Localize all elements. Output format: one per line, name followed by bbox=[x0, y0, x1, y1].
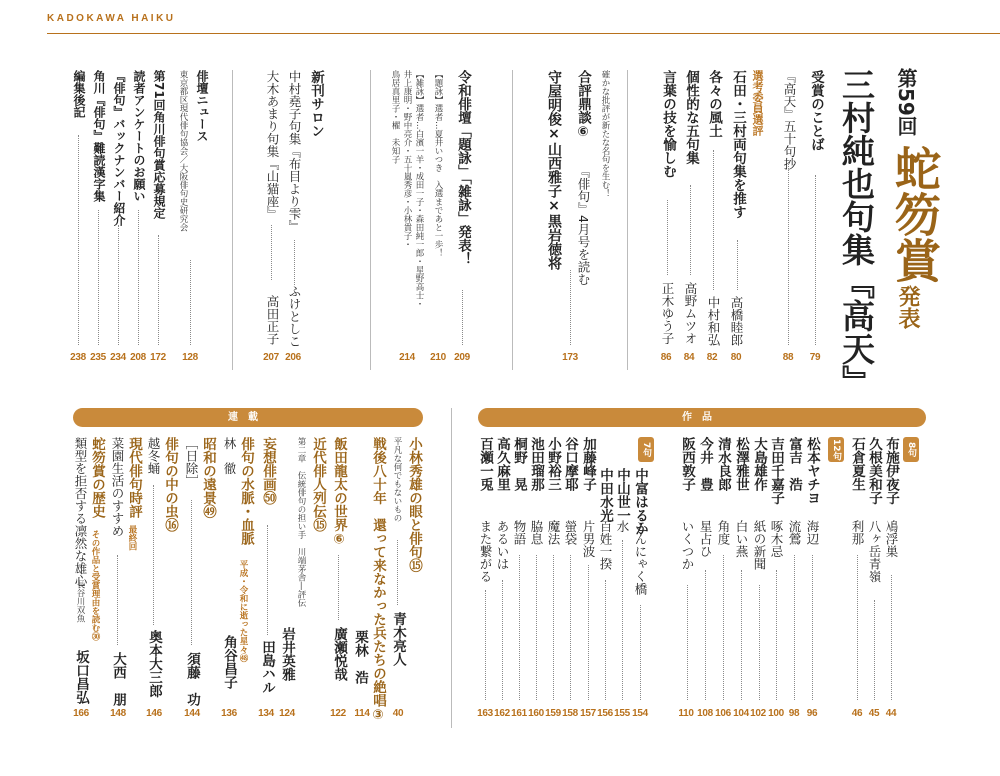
leader-dots bbox=[723, 555, 724, 700]
brand-logo: KADOKAWA HAIKU bbox=[47, 13, 176, 24]
sakuhin-title[interactable]: 紙の新聞 bbox=[752, 520, 767, 570]
item-acceptance[interactable]: 受賞のことば bbox=[808, 70, 824, 151]
leader-dots bbox=[857, 555, 858, 700]
column-divider bbox=[627, 70, 628, 370]
group-8-badge: 8句 bbox=[903, 437, 919, 462]
sakuhin-title[interactable]: 脇息 bbox=[529, 520, 544, 545]
rensai-author: 岩井英雅 bbox=[279, 627, 295, 681]
review-4-author: 正木ゆう子 bbox=[660, 282, 675, 345]
sakuhin-title[interactable]: 百姓一揆 bbox=[598, 520, 613, 570]
rensai-author: 田島ハル bbox=[259, 640, 275, 694]
rensai-title[interactable]: 飯田龍太の世界⑥ bbox=[331, 437, 347, 548]
page-number: 238 bbox=[70, 352, 86, 363]
rensai-note: 最終回 bbox=[127, 525, 137, 551]
gappyo-names: 守屋明俊×山西雅子×黒岩徳将 bbox=[546, 70, 562, 270]
rensai-title[interactable]: 現代俳句時評 bbox=[126, 437, 142, 518]
page-number: 172 bbox=[150, 352, 166, 363]
page-number: 136 bbox=[221, 708, 237, 719]
salon-author-1: ふけとしこ bbox=[287, 285, 302, 348]
sakuhin-author: 松澤雅世 bbox=[733, 437, 749, 491]
leader-dots bbox=[570, 555, 571, 700]
sakuhin-title[interactable]: 海辺 bbox=[805, 520, 820, 545]
sakuhin-title[interactable]: 螢袋 bbox=[563, 520, 578, 545]
page-number: 206 bbox=[285, 352, 301, 363]
salon-book-2[interactable]: 大木あまり句集『山猫座』 bbox=[265, 70, 280, 220]
leader-dots bbox=[485, 590, 486, 700]
sakuhin-author: 小野裕三 bbox=[545, 437, 561, 491]
rensai-author: 奥本大三郎 bbox=[146, 630, 162, 698]
sakuhin-title[interactable]: 片男波 bbox=[581, 520, 596, 558]
page-header bbox=[0, 0, 1000, 34]
rensai-author: 須藤 功 bbox=[184, 652, 200, 706]
leader-dots bbox=[640, 605, 641, 700]
page-number: 45 bbox=[868, 708, 880, 719]
page-number: 154 bbox=[632, 708, 648, 719]
page-number: 210 bbox=[430, 352, 446, 363]
rensai-title[interactable]: 蛇笏賞の歴史 bbox=[89, 437, 105, 518]
sakuhin-author: 中田水光 bbox=[597, 468, 613, 522]
sakuhin-title[interactable]: 星占ひ bbox=[698, 520, 713, 558]
header-rule bbox=[47, 33, 1000, 34]
review-4-title[interactable]: 言葉の技を愉しむ bbox=[660, 70, 676, 178]
sakuhin-title[interactable]: 流鶯 bbox=[787, 520, 802, 545]
award-title: 蛇笏賞 bbox=[888, 145, 942, 283]
sakuhin-author: 池田瑠那 bbox=[528, 437, 544, 491]
leader-dots bbox=[117, 555, 118, 645]
leader-dots bbox=[759, 585, 760, 700]
reiwa-daiei: 【題詠】選者…夏井いつき 入選まであと一歩！ bbox=[433, 70, 443, 257]
sakuhin-author: 中富はるか bbox=[632, 468, 648, 536]
page-number: 157 bbox=[580, 708, 596, 719]
leader-dots bbox=[622, 540, 623, 700]
sakuhin-author: 阪西敦子 bbox=[679, 437, 695, 491]
page-number: 46 bbox=[851, 708, 863, 719]
leader-dots bbox=[138, 210, 139, 345]
gappyo-title[interactable]: 合評鼎談⑥ bbox=[575, 70, 591, 140]
leader-dots bbox=[570, 270, 571, 345]
leader-dots bbox=[271, 225, 272, 280]
leader-dots bbox=[741, 570, 742, 700]
page-number: 155 bbox=[614, 708, 630, 719]
committee-heading: 選考委員選評 bbox=[751, 70, 764, 136]
reiwa-zatsuei-2: 井上康明・野中亮介・五十嵐秀彦・小林貴子・ bbox=[402, 70, 412, 249]
leader-dots bbox=[462, 290, 463, 345]
rensai-sub: 越冬蛹 bbox=[146, 437, 161, 475]
page-number: 102 bbox=[750, 708, 766, 719]
gappyo-sub: 『俳句』4月号を読む bbox=[576, 165, 591, 286]
page-number: 173 bbox=[562, 352, 578, 363]
leader-dots bbox=[815, 175, 816, 345]
rensai-sub: 林 徹 bbox=[222, 437, 237, 475]
column-divider bbox=[232, 70, 233, 370]
rensai-sub: 第二章 伝統俳句の担い手 川端茅舎―評伝 bbox=[296, 437, 306, 607]
rensai-sub: 菜園生活のすすめ bbox=[110, 437, 125, 537]
leader-dots bbox=[687, 585, 688, 700]
salon-heading: 新刊サロン bbox=[308, 70, 324, 138]
sakuhin-author: 石倉夏生 bbox=[849, 437, 865, 491]
page-number: 214 bbox=[399, 352, 415, 363]
leader-dots bbox=[667, 200, 668, 275]
leader-dots bbox=[294, 240, 295, 285]
page-number: 163 bbox=[477, 708, 493, 719]
page-number: 124 bbox=[279, 708, 295, 719]
rensai-banner: 連載 bbox=[73, 408, 423, 427]
sakuhin-author: 加藤峰子 bbox=[580, 437, 596, 491]
sakuhin-author: 谷口摩耶 bbox=[562, 437, 578, 491]
review-1-title[interactable]: 石田・三村両句集を推す bbox=[730, 70, 746, 219]
review-3-author: 高野ムツオ bbox=[683, 282, 698, 345]
leader-dots bbox=[788, 160, 789, 345]
kaisuu-label: 第59回 bbox=[894, 68, 918, 136]
leader-dots bbox=[713, 150, 714, 290]
page-number: 106 bbox=[715, 708, 731, 719]
page-number: 80 bbox=[730, 352, 742, 363]
reiwa-zatsuei-1: 【雑詠】選者…白濱一羊・成田一子・森田純一郎・星野高士・ bbox=[414, 70, 424, 308]
page-number: 108 bbox=[697, 708, 713, 719]
sakuhin-author: 百瀬一兎 bbox=[477, 437, 493, 491]
page-number: 208 bbox=[130, 352, 146, 363]
sakuhin-title[interactable]: 啄木忌 bbox=[769, 520, 784, 558]
page-number: 82 bbox=[706, 352, 718, 363]
rensai-author: 栗林 浩 bbox=[352, 630, 368, 684]
leader-dots bbox=[118, 225, 119, 345]
leader-dots bbox=[812, 555, 813, 700]
page-number: 166 bbox=[73, 708, 89, 719]
leader-dots bbox=[158, 235, 159, 345]
sakuhin-author: 大島雄作 bbox=[751, 437, 767, 491]
column-divider bbox=[370, 70, 371, 370]
leader-dots bbox=[338, 555, 339, 620]
leader-dots bbox=[78, 135, 79, 345]
rensai-author: 坂口昌弘 bbox=[73, 650, 89, 704]
rensai-note: その作品と受賞理由を読む㉚ bbox=[90, 530, 100, 641]
page-number: 207 bbox=[263, 352, 279, 363]
page-number: 234 bbox=[110, 352, 126, 363]
page-number: 122 bbox=[330, 708, 346, 719]
sakuhin-author: 吉田千嘉子 bbox=[768, 437, 784, 505]
sakuhin-author: 今井 豊 bbox=[697, 437, 713, 491]
page-number: 209 bbox=[454, 352, 470, 363]
leader-dots bbox=[267, 525, 268, 635]
salon-book-1[interactable]: 中村堯子句集『布目より雫』 bbox=[287, 70, 302, 233]
sakuhin-author: 久根美和子 bbox=[866, 437, 882, 505]
sakuhin-title[interactable]: 鳰浮巣 bbox=[884, 520, 899, 558]
item-selection[interactable]: 『高天』五十句抄 bbox=[782, 70, 797, 170]
leader-dots bbox=[536, 555, 537, 700]
sakuhin-author: 清水良郎 bbox=[715, 437, 731, 491]
rensai-author: 大西 朋 bbox=[110, 652, 126, 706]
rensai-title[interactable]: 近代俳人列伝⑮ bbox=[310, 437, 326, 532]
rensai-title[interactable]: 妄想俳画㊿ bbox=[260, 437, 276, 505]
leader-dots bbox=[705, 570, 706, 700]
sakuhin-title[interactable]: また繋がる bbox=[478, 520, 493, 583]
leader-dots bbox=[776, 570, 777, 700]
leader-dots bbox=[397, 540, 398, 605]
leader-dots bbox=[794, 555, 795, 700]
reiwa-title[interactable]: 令和俳壇「題詠」「雑詠」発表！ bbox=[455, 70, 471, 266]
leader-dots bbox=[737, 240, 738, 290]
sakuhin-title[interactable]: 利那 bbox=[850, 520, 865, 545]
sakuhin-title[interactable]: こんにゃく橋 bbox=[633, 520, 648, 595]
sakuhin-banner: 作品 bbox=[478, 408, 926, 427]
leader-dots bbox=[874, 600, 875, 700]
page-number: 44 bbox=[885, 708, 897, 719]
misc-afterword[interactable]: 編集後記 bbox=[72, 70, 86, 118]
group-7-badge: 7句 bbox=[638, 437, 654, 462]
column-divider bbox=[451, 408, 452, 728]
leader-dots bbox=[502, 580, 503, 700]
rensai-sub: 平凡な何でもないもの bbox=[392, 437, 402, 522]
leader-dots bbox=[605, 580, 606, 700]
misc-survey[interactable]: 読者アンケートのお願い bbox=[132, 70, 146, 202]
page-number: 128 bbox=[182, 352, 198, 363]
misc-rules[interactable]: 第71回角川俳句賞応募規定 bbox=[152, 70, 166, 219]
rensai-author: 角谷昌子 bbox=[221, 635, 237, 689]
group-12-badge: 12句 bbox=[828, 437, 844, 462]
page-number: 134 bbox=[258, 708, 274, 719]
page-number: 114 bbox=[354, 708, 370, 719]
misc-backnumber[interactable]: 『俳句』バックナンバー紹介 bbox=[112, 70, 126, 226]
rensai-title[interactable]: 戦後八十年 還って来なかった兵たちの絶唱③ bbox=[370, 437, 386, 723]
rensai-title[interactable]: 昭和の遠景㊾ bbox=[200, 437, 216, 518]
sakuhin-author: 中山世一 bbox=[614, 468, 630, 522]
misc-news-sub: 東京都区現代俳句協会／大阪俳句史研究会 bbox=[178, 70, 188, 232]
gappyo-lead: 確かな批評が新たな名句を生む！ bbox=[600, 70, 610, 198]
page-number: 86 bbox=[660, 352, 672, 363]
page-number: 110 bbox=[678, 708, 694, 719]
page-number: 148 bbox=[110, 708, 126, 719]
page-number: 162 bbox=[494, 708, 510, 719]
page-number: 158 bbox=[562, 708, 578, 719]
leader-dots bbox=[690, 185, 691, 275]
announce-label: 発表 bbox=[895, 285, 920, 329]
review-1-author: 高橋睦郎 bbox=[729, 296, 744, 346]
leader-dots bbox=[891, 575, 892, 700]
page-number: 235 bbox=[90, 352, 106, 363]
book-title[interactable]: 三村純也句集『高天』 bbox=[837, 68, 876, 398]
page-number: 40 bbox=[392, 708, 404, 719]
sakuhin-author: 布施伊夜子 bbox=[883, 437, 899, 505]
salon-author-2: 高田正子 bbox=[265, 295, 280, 345]
page-number: 84 bbox=[683, 352, 695, 363]
rensai-author: 青木亮人 bbox=[390, 612, 406, 666]
sakuhin-title[interactable]: 白い燕 bbox=[734, 520, 749, 558]
sakuhin-author: 松本ヤチヨ bbox=[804, 437, 820, 505]
sakuhin-title[interactable]: 物語 bbox=[512, 520, 527, 545]
page-number: 98 bbox=[788, 708, 800, 719]
leader-dots bbox=[553, 555, 554, 700]
sakuhin-title[interactable]: 魔法 bbox=[546, 520, 561, 545]
page-number: 144 bbox=[184, 708, 200, 719]
misc-news[interactable]: 俳壇ニュース bbox=[195, 70, 209, 142]
sakuhin-title[interactable]: 水 bbox=[615, 520, 630, 533]
page-number: 88 bbox=[782, 352, 794, 363]
reiwa-zatsuei-3: 鳥居真里子・櫂 未知子 bbox=[390, 70, 400, 164]
page-number: 160 bbox=[528, 708, 544, 719]
leader-dots bbox=[153, 485, 154, 625]
page-number: 161 bbox=[511, 708, 527, 719]
sakuhin-title[interactable]: いくつか bbox=[680, 520, 695, 570]
page-number: 96 bbox=[806, 708, 818, 719]
rensai-author: 廣瀬悦哉 bbox=[331, 627, 347, 681]
page-number: 104 bbox=[733, 708, 749, 719]
page-number: 159 bbox=[545, 708, 561, 719]
sakuhin-author: 桐野 晃 bbox=[511, 437, 527, 491]
review-3-title[interactable]: 個性的な五句集 bbox=[683, 70, 699, 165]
review-2-title[interactable]: 各々の風土 bbox=[706, 70, 722, 138]
sakuhin-author: 高久麻里 bbox=[494, 437, 510, 491]
rensai-title[interactable]: 俳句の水脈・血脈 bbox=[238, 437, 254, 545]
page-number: 79 bbox=[809, 352, 821, 363]
rensai-sub2: 長谷川双魚 bbox=[75, 580, 85, 623]
rensai-title[interactable]: 俳句の中の虫⑯ bbox=[162, 437, 178, 532]
rensai-sub: 類型を拒否する凛然な雄心 bbox=[73, 437, 88, 587]
column-divider bbox=[512, 70, 513, 370]
leader-dots bbox=[190, 260, 191, 345]
page-number: 146 bbox=[146, 708, 162, 719]
rensai-sub: ［日除］ bbox=[184, 437, 199, 487]
leader-dots bbox=[588, 565, 589, 700]
sakuhin-title[interactable]: 角度 bbox=[716, 520, 731, 545]
leader-dots bbox=[519, 555, 520, 700]
sakuhin-title[interactable]: あるいは bbox=[495, 520, 510, 570]
review-2-author: 中村和弘 bbox=[706, 296, 721, 346]
page-number: 156 bbox=[597, 708, 613, 719]
misc-kanji[interactable]: 角川『俳句』難読漢字集 bbox=[92, 70, 106, 202]
leader-dots bbox=[191, 500, 192, 645]
sakuhin-title[interactable]: 八ヶ岳青嶺 bbox=[867, 520, 882, 583]
rensai-note: 平成・令和に逝った星々㊽ bbox=[238, 560, 248, 662]
sakuhin-author: 富吉 浩 bbox=[786, 437, 802, 491]
rensai-title[interactable]: 小林秀雄の眼と俳句⑮ bbox=[406, 437, 422, 572]
page-number: 100 bbox=[768, 708, 784, 719]
leader-dots bbox=[98, 210, 99, 345]
